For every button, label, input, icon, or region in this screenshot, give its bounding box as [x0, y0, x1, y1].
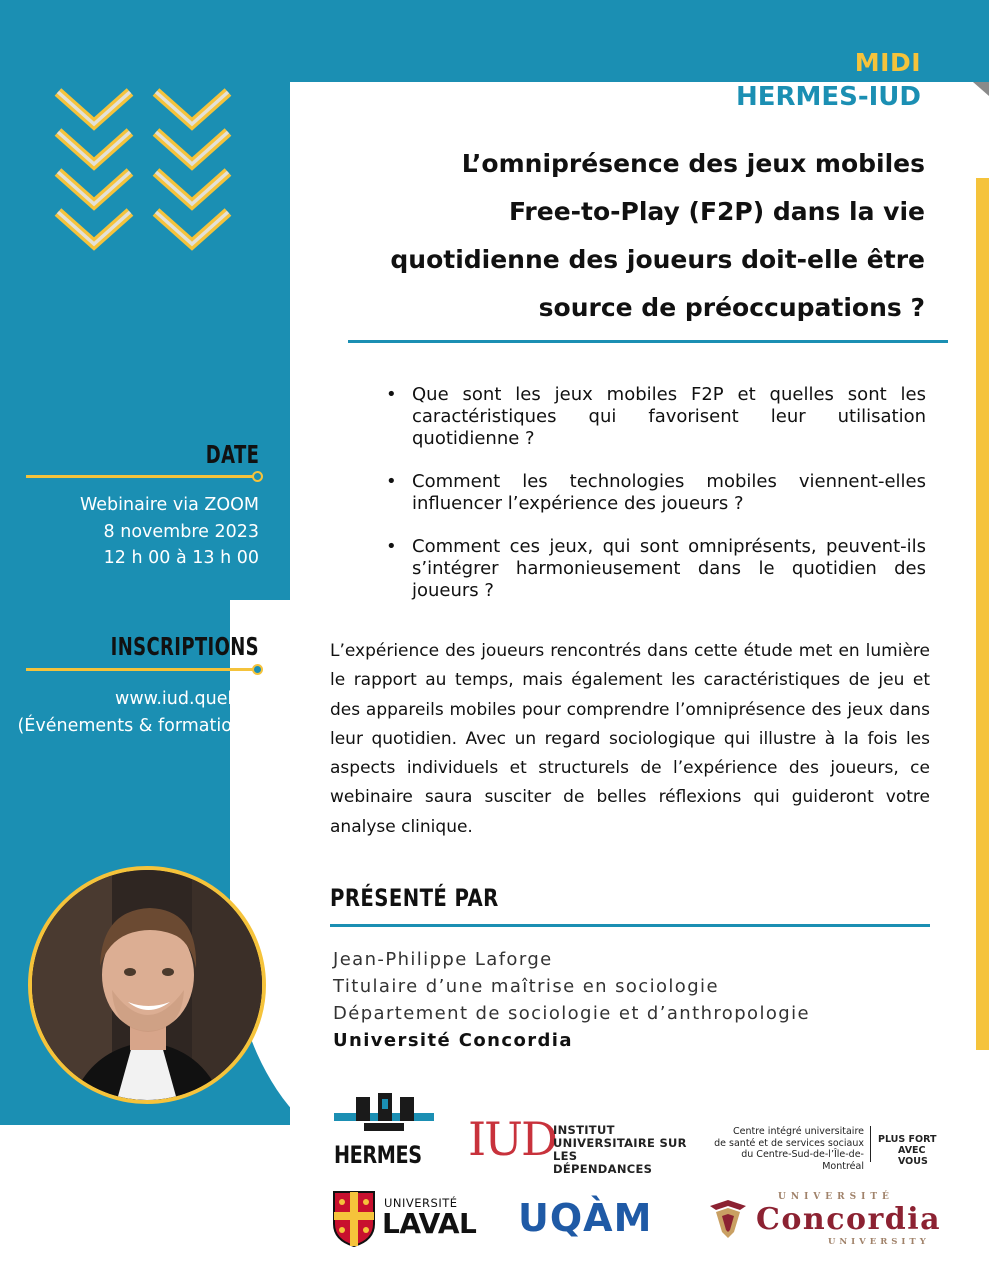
laval-logo [332, 1190, 477, 1250]
iud-letters: IUD [468, 1112, 556, 1166]
ciusss-name [700, 1126, 864, 1172]
ciusss-divider [870, 1126, 871, 1162]
concordia-bottom-label: UNIVERSITY [828, 1237, 930, 1247]
presenter-block [333, 946, 810, 1054]
inscriptions-divider-dot [252, 664, 263, 675]
title-line: source de préoccupations ? [538, 293, 925, 322]
concordia-emblem-icon [708, 1200, 748, 1240]
presenter-university: Université Concordia [333, 1030, 573, 1051]
inscriptions-details [17, 686, 259, 739]
plus-fort-line: AVEC VOUS [898, 1145, 928, 1167]
date-heading: DATE [205, 440, 259, 469]
corner-fold [973, 82, 989, 96]
concordia-logo [706, 1190, 950, 1250]
description-paragraph: L’expérience des joueurs rencontrés dans cette étude met en lumière le rapport au temps, mais également les caractéristiques de jeu et des appareils mobiles pour comprendre l’omniprésence des jeux dans leur quotidien. Avec un regard sociologique qui illustre à la fois les aspects individuels et structurels de l’expérience des joueurs, ce webinaire saura susciter de belles réflexions qui guideront votre analyse clinique. [330, 641, 930, 837]
date-details [80, 492, 259, 572]
question-list [386, 384, 926, 623]
portrait-icon [32, 870, 262, 1100]
list-item: • Comment les technologies mobiles viennent-elles influencer l’expérience des joueurs ? [386, 471, 926, 515]
ciusss-logo [700, 1126, 950, 1172]
presenter-photo [28, 866, 266, 1104]
list-item: • Que sont les jeux mobiles F2P et quelles sont les caractéristiques qui favorisent leur utilisation quotidienne ? [386, 384, 926, 450]
accent-bar [976, 178, 989, 1050]
iud-name-line: UNIVERSITAIRE SUR LES [553, 1136, 687, 1163]
date-divider [26, 475, 254, 478]
concordia-top-label: UNIVERSITÉ [778, 1192, 894, 1202]
plus-fort-line: PLUS FORT [878, 1134, 937, 1145]
plus-fort-tagline [878, 1134, 950, 1167]
inscriptions-link[interactable]: www.iud.quebec [115, 689, 259, 709]
laval-university-label: UNIVERSITÉ [384, 1196, 458, 1210]
date-line: 8 novembre 2023 [103, 521, 259, 542]
date-line: Webinaire via ZOOM [80, 495, 259, 515]
presenter-name: Jean-Philippe Laforge [333, 949, 553, 970]
ciusss-line: de santé et de services sociaux [714, 1137, 864, 1149]
iud-name [553, 1124, 688, 1176]
inscriptions-divider [26, 668, 254, 671]
list-item: • Comment ces jeux, qui sont omniprésents, peuvent-ils s’intégrer harmonieusement dans le quotidien des joueurs ? [386, 536, 926, 602]
title-line: quotidienne des joueurs doit-elle être [390, 245, 925, 274]
inscriptions-line: (Événements & formations) [17, 715, 259, 736]
date-line: 12 h 00 à 13 h 00 [103, 548, 259, 568]
iud-name-line: DÉPENDANCES [553, 1162, 653, 1176]
concordia-wordmark: Concordia [756, 1202, 942, 1237]
midi-label: MIDI [854, 48, 921, 77]
inscriptions-heading: INSCRIPTIONS [110, 632, 259, 661]
series-label: HERMES-IUD [735, 82, 921, 112]
presenter-heading: PRÉSENTÉ PAR [330, 884, 499, 912]
date-divider-dot [252, 471, 263, 482]
hermes-logo [334, 1093, 434, 1168]
iud-logo [468, 1112, 688, 1176]
hermes-emblem-icon [334, 1093, 434, 1137]
presenter-department: Département de sociologie et d’anthropologie [333, 1003, 810, 1024]
title-line: L’omniprésence des jeux mobiles [461, 149, 925, 178]
page-title [305, 140, 925, 332]
chevron-pattern-icon [52, 84, 242, 274]
title-line: Free-to-Play (F2P) dans la vie [508, 197, 925, 226]
hermes-wordmark: HERMES [334, 1141, 422, 1169]
laval-crest-icon [332, 1190, 376, 1248]
title-divider [348, 340, 948, 343]
uqam-logo: UQÀM [518, 1196, 653, 1240]
presenter-divider [330, 924, 930, 927]
laval-wordmark: LAVAL [382, 1207, 477, 1240]
ciusss-line: Centre intégré universitaire [733, 1126, 864, 1137]
ciusss-line: du Centre-Sud-de-l’Île-de-Montréal [741, 1149, 864, 1172]
iud-name-line: INSTITUT [553, 1123, 615, 1137]
presenter-title: Titulaire d’une maîtrise en sociologie [333, 976, 719, 997]
